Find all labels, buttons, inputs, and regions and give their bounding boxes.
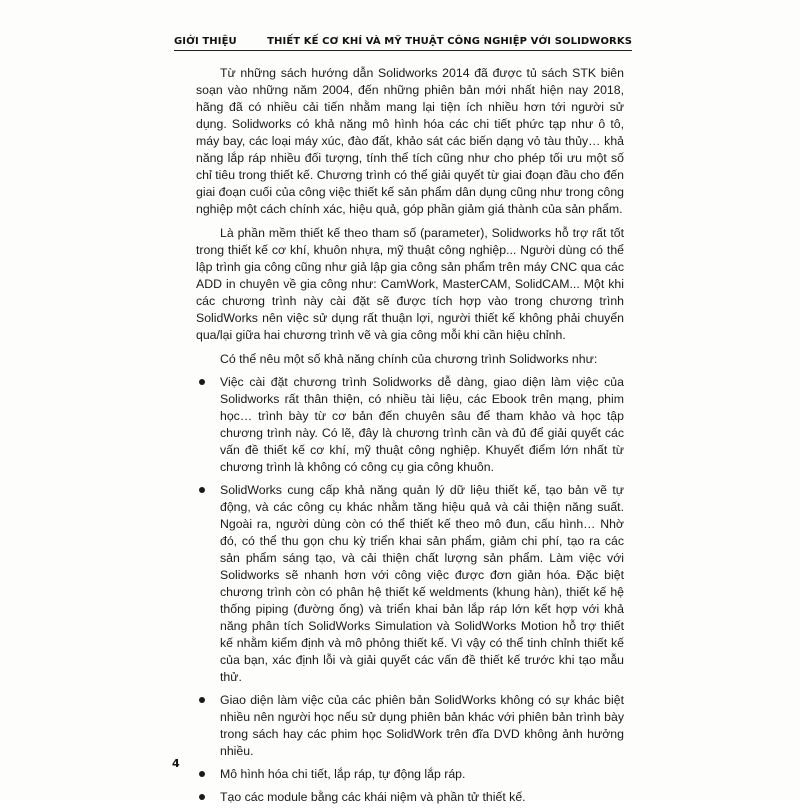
list-item — [196, 766, 624, 783]
bullet-icon — [199, 771, 205, 777]
header-rule — [174, 50, 632, 51]
page-body — [196, 65, 624, 812]
running-header — [174, 33, 632, 53]
list-item — [196, 482, 624, 686]
list-item-text: Việc cài đặt chương trình Solidworks dễ dàng, giao diện làm việc của Solidworks rất thân thiện, có nhiều tài liệu, các Ebook trên mạng, phim học… trình bày từ cơ bản đến chuyên sâu để tham khảo và học tập chương trình này. Có lẽ, đây là chương trình cần và đủ để giải quyết các vấn đề thiết kế cơ khí, mỹ thuật công nghiệp. Khuyết điểm lớn nhất từ chương trình là không có công cụ gia công khuôn. — [220, 375, 624, 474]
list-item — [196, 374, 624, 476]
header-section-title: GIỚI THIỆU — [174, 36, 237, 47]
bullet-icon — [199, 697, 205, 703]
list-item-text: Mô hình hóa chi tiết, lắp ráp, tự động lắp ráp. — [220, 767, 466, 781]
bullet-icon — [199, 794, 205, 800]
header-book-title: THIẾT KẾ CƠ KHÍ VÀ MỸ THUẬT CÔNG NGHIỆP VỚI SOLIDWORKS — [267, 36, 632, 47]
list-item-text: SolidWorks cung cấp khả năng quản lý dữ liệu thiết kế, tạo bản vẽ tự động, và các công cụ khác nhằm tăng hiệu quả và cải thiện năng suất. Ngoài ra, người dùng còn có thể thiết kế theo mô đun, cấu hình… Nhờ đó, có thể thu gọn chu kỳ triển khai sản phẩm, giảm chi phí, tạo ra các sản phẩm sáng tạo, và cải thiện chất lượng sản phẩm. Làm việc với Solidworks sẽ nhanh hơn với công việc được đơn giản hóa. Đặc biệt chương trình còn có phân hệ thiết kế weldments (khung hàn), thiết kế hệ thống piping (đường ống) và triển khai bản lắp ráp lớn kết hợp với khả năng phân tích SolidWorks Simulation và SolidWorks Motion hỗ trợ thiết kế nhằm kiểm định và mô phỏng thiết kế. Vì vậy có thể tinh chỉnh thiết kế của bạn, xác định lỗi và giải quyết các vấn đề thiết kế trước khi tạo mẫu thử. — [220, 483, 624, 684]
paragraph-intro: Từ những sách hướng dẫn Solidworks 2014 đã được tủ sách STK biên soạn vào những năm 2004, đến những phiên bản mới nhất hiện nay 2018, hãng đã có nhiều cải tiến nhằm mang lại tiện ích nhiều hơn tới người sử dụng. Solidworks có khả năng mô hình hóa các chi tiết phức tạp như ô tô, máy bay, các loại máy xúc, đào đất, khảo sát các biến dạng vỏ tàu thủy… khả năng lắp ráp nhiều đối tượng, tính thể tích cũng như cho phép tối ưu một số chỉ tiêu trong thiết kế. Chương trình có thể giải quyết từ giai đoạn đầu cho đến giai đoạn cuối của công việc thiết kế sản phẩm dân dụng cũng như trong công nghiệp một cách chính xác, hiệu quả, góp phần giảm giá thành của sản phẩm. — [196, 66, 624, 216]
bullet-icon — [199, 487, 205, 493]
capability-list — [196, 374, 624, 806]
list-item-text: Tạo các module bằng các khái niệm và phần tử thiết kế. — [220, 790, 526, 804]
list-item — [196, 692, 624, 760]
list-item — [196, 789, 624, 806]
list-item-text: Giao diện làm việc của các phiên bản SolidWorks không có sự khác biệt nhiều nên người học nếu sử dụng phiên bản khác với phiên bản trình bày trong sách hay các phim học SolidWork trên đĩa DVD không ảnh hưởng nhiều. — [220, 693, 624, 758]
paragraph-parameter: Là phần mềm thiết kế theo tham số (parameter), Solidworks hỗ trợ rất tốt trong thiết kế cơ khí, khuôn nhựa, mỹ thuật công nghiệp... Người dùng có thể lập trình gia công cũng như giả lập gia công sản phẩm trên máy CNC qua các ADD in chuyên về gia công như: CamWork, MasterCAM, SolidCAM... Một khi các chương trình này cài đặt sẽ được tích hợp vào trong chương trình SolidWorks nên việc sử dụng rất thuận lợi, người thiết kế không phải chuyển qua/lại giữa hai chương trình vẽ và gia công mỗi khi cần hiệu chỉnh. — [196, 226, 624, 342]
list-intro: Có thể nêu một số khả năng chính của chương trình Solidworks như: — [220, 352, 598, 366]
bullet-icon — [199, 379, 205, 385]
page-number: 4 — [172, 757, 180, 770]
